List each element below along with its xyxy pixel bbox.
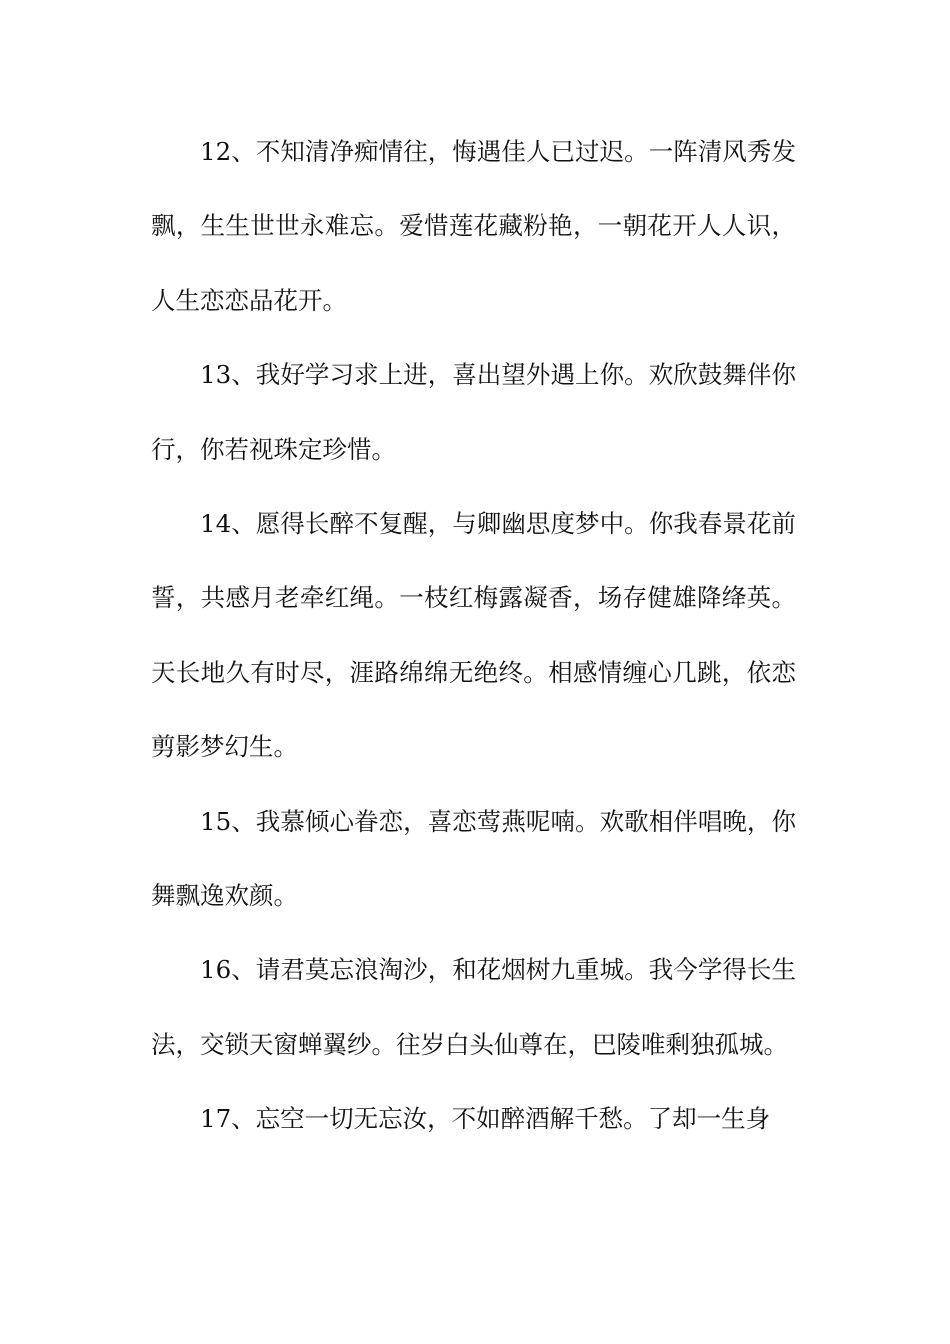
- paragraph-15: 15、我慕倾心眷恋，喜恋莺燕呢喃。欢歌相伴唱晚，你舞飘逸欢颜。: [151, 806, 796, 911]
- paragraph-12: 12、不知清净痴情往，悔遇佳人已过迟。一阵清风秀发飘，生生世世永难忘。爱惜莲花藏粉艳，一朝花开人人识，人生恋恋品花开。: [151, 137, 796, 315]
- paragraph-14: 14、愿得长醉不复醒，与卿幽思度梦中。你我春景花前誓，共感月老牵红绳。一枝红梅露凝香，场存健雄降绛英。天长地久有时尽，涯路绵绵无绝终。相感情缠心几跳，依恋剪影梦幻生。: [151, 509, 796, 762]
- document-body: [151, 115, 796, 1157]
- paragraph-17: 17、忘空一切无忘汝，不如醉酒解千愁。了却一生身: [200, 1104, 771, 1134]
- paragraph-13: 13、我好学习求上进，喜出望外遇上你。欢欣鼓舞伴你行，你若视珠定珍惜。: [151, 360, 796, 464]
- paragraph-16: 16、请君莫忘浪淘沙，和花烟树九重城。我今学得长生法，交锁天窗蝉翼纱。往岁白头仙尊在，巴陵唯剩独孤城。: [151, 955, 796, 1059]
